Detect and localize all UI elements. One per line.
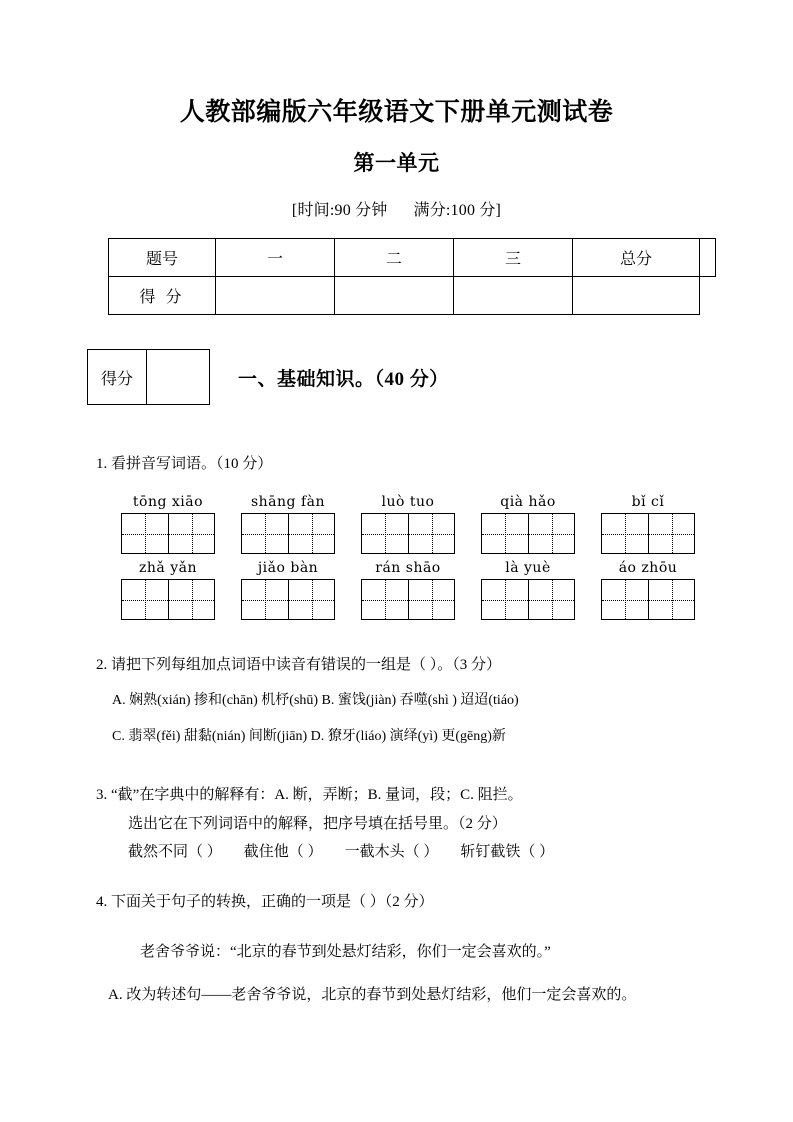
- tianzige-box[interactable]: [241, 579, 335, 620]
- pinyin-label: tōng xiāo: [132, 494, 204, 510]
- tianzige-cell[interactable]: [242, 514, 288, 553]
- table-row: [109, 277, 716, 315]
- question-1-answer-area: [108, 492, 708, 620]
- defen-box: [87, 349, 210, 405]
- question-3-item[interactable]: [128, 840, 222, 864]
- tianzige-cell[interactable]: [362, 514, 408, 553]
- tianzige-cell[interactable]: [602, 580, 648, 619]
- page-title: 人教部编版六年级语文下册单元测试卷: [179, 99, 614, 126]
- question-3-item-close: ）: [307, 844, 323, 860]
- pinyin-label: shāng fàn: [250, 494, 326, 510]
- question-4-prompt: 4. 下面关于句子的转换，正确的一项是（ ）（2 分）: [96, 894, 434, 910]
- defen-label: 得分: [88, 350, 147, 404]
- exam-duration: [时间:90 分钟: [291, 202, 388, 219]
- question-2-prompt: 2. 请把下列每组加点词语中读音有错误的一组是（ ）。（3 分）: [96, 657, 502, 673]
- question-3-item-close: ）: [206, 844, 222, 860]
- pinyin-row-2: [108, 558, 708, 620]
- pinyin-group: [228, 558, 348, 620]
- tianzige-cell[interactable]: [122, 514, 168, 553]
- question-4-quote: 老舍爷爷说：“北京的春节到处悬灯结彩，你们一定会喜欢的。”: [140, 944, 551, 960]
- pinyin-group: [348, 492, 468, 554]
- exam-total-score: 满分:100 分]: [413, 202, 502, 219]
- question-3-prompt: 3. “截”在字典中的解释有：A. 断，弄断；B. 量词，段；C. 阻拦。: [96, 787, 523, 803]
- exam-meta-line: [0, 197, 793, 220]
- question-3-item-text: 一截木头（: [344, 844, 420, 860]
- tianzige-box[interactable]: [121, 579, 215, 620]
- score-table-row-label: 题号: [109, 239, 216, 277]
- score-input-q2[interactable]: [335, 277, 454, 315]
- pinyin-group: [228, 492, 348, 554]
- question-3-items: [128, 840, 554, 864]
- pinyin-label: là yuè: [505, 560, 551, 576]
- question-3-item-text: 截住他（: [243, 844, 304, 860]
- pinyin-group: [108, 492, 228, 554]
- tianzige-box[interactable]: [121, 513, 215, 554]
- tianzige-cell[interactable]: [482, 514, 528, 553]
- tianzige-cell[interactable]: [482, 580, 528, 619]
- pinyin-label: bǐ cǐ: [631, 494, 665, 510]
- pinyin-row-1: [108, 492, 708, 554]
- question-4-option-a[interactable]: A. 改为转述句——老舍爷爷说，北京的春节到处悬灯结彩，他们一定会喜欢的。: [108, 987, 637, 1003]
- question-3-item-text: 斩钉截铁（: [460, 844, 536, 860]
- tianzige-box[interactable]: [361, 513, 455, 554]
- tianzige-cell[interactable]: [288, 580, 334, 619]
- score-table-cell-q1: 一: [216, 239, 335, 277]
- score-table-cell-total: 总分: [573, 239, 700, 277]
- tianzige-cell[interactable]: [362, 580, 408, 619]
- pinyin-group: [588, 558, 708, 620]
- pinyin-group: [468, 558, 588, 620]
- tianzige-box[interactable]: [601, 579, 695, 620]
- pinyin-label: rán shāo: [375, 560, 441, 576]
- tianzige-box[interactable]: [481, 579, 575, 620]
- question-3-item-close: ）: [423, 844, 439, 860]
- question-2-options-cd[interactable]: C. 翡翠(fěi) 甜黏(nián) 间断(jiān) D. 獠牙(liáo) 演绎(yì) 更(gēng)新: [112, 729, 506, 744]
- tianzige-cell[interactable]: [168, 580, 214, 619]
- pinyin-group: [468, 492, 588, 554]
- pinyin-group: [588, 492, 708, 554]
- pinyin-group: [108, 558, 228, 620]
- unit-subtitle: 第一单元: [353, 151, 440, 175]
- pinyin-label: áo zhōu: [618, 560, 678, 576]
- tianzige-cell[interactable]: [288, 514, 334, 553]
- tianzige-cell[interactable]: [528, 514, 574, 553]
- tianzige-cell[interactable]: [648, 580, 694, 619]
- tianzige-cell[interactable]: [122, 580, 168, 619]
- question-3-item-close: ）: [539, 844, 555, 860]
- score-summary-table: [108, 238, 716, 315]
- tianzige-box[interactable]: [601, 513, 695, 554]
- question-3-item[interactable]: [460, 840, 554, 864]
- score-table-cell-q2: 二: [335, 239, 454, 277]
- section-one-title: 一、基础知识。（40 分）: [238, 368, 449, 390]
- pinyin-label: qià hǎo: [500, 494, 556, 510]
- question-3-item[interactable]: [244, 840, 323, 864]
- tianzige-cell[interactable]: [242, 580, 288, 619]
- tianzige-cell[interactable]: [408, 580, 454, 619]
- tianzige-cell[interactable]: [168, 514, 214, 553]
- pinyin-label: jiǎo bàn: [257, 560, 319, 576]
- question-1-prompt: 1. 看拼音写词语。（10 分）: [96, 456, 273, 472]
- question-3-item-text: 截然不同（: [128, 844, 204, 860]
- score-input-q3[interactable]: [454, 277, 573, 315]
- question-3-instruction: 选出它在下列词语中的解释，把序号填在括号里。（2 分）: [128, 816, 507, 832]
- tianzige-cell[interactable]: [648, 514, 694, 553]
- pinyin-label: luò tuo: [381, 494, 435, 510]
- table-row: [109, 239, 716, 277]
- question-2-options-ab[interactable]: A. 娴熟(xián) 掺和(chān) 机杼(shū) B. 蜜饯(jiàn) 吞噬(shì ) 迢迢(tiáo): [112, 693, 519, 708]
- pinyin-group: [348, 558, 468, 620]
- tianzige-cell[interactable]: [408, 514, 454, 553]
- score-input-total[interactable]: [573, 277, 700, 315]
- section-one-header: [87, 349, 449, 405]
- pinyin-label: zhǎ yǎn: [139, 560, 197, 576]
- tianzige-box[interactable]: [361, 579, 455, 620]
- score-table-cell-tail: [700, 239, 716, 277]
- defen-input[interactable]: [147, 350, 209, 404]
- tianzige-box[interactable]: [241, 513, 335, 554]
- tianzige-cell[interactable]: [602, 514, 648, 553]
- score-table-cell-q3: 三: [454, 239, 573, 277]
- score-input-tail: [700, 277, 716, 315]
- tianzige-box[interactable]: [481, 513, 575, 554]
- tianzige-cell[interactable]: [528, 580, 574, 619]
- score-input-q1[interactable]: [216, 277, 335, 315]
- question-3-item[interactable]: [345, 840, 439, 864]
- score-table-row-label-points: 得 分: [109, 277, 216, 315]
